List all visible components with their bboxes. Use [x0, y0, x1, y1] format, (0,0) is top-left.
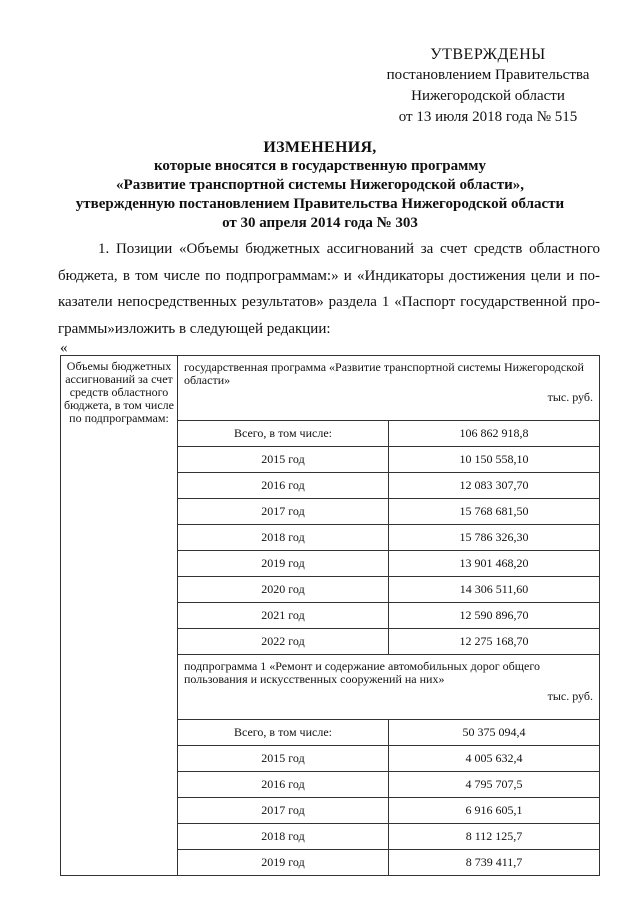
passport-table — [60, 355, 600, 876]
row-value: 8 739 411,7 — [389, 850, 600, 876]
row-value: 15 786 326,30 — [389, 525, 600, 551]
row-label: 2019 год — [178, 551, 389, 577]
row-label: 2015 год — [178, 447, 389, 473]
row-label: 2016 год — [178, 772, 389, 798]
heading-title: ИЗМЕНЕНИЯ, — [263, 139, 377, 156]
position-label-cell: Объемы бюджетных ассигнований за счет средств областного бюджета, в том числе по подпрограммам: — [61, 356, 178, 876]
approval-line: от 13 июля 2018 года № 515 — [398, 109, 578, 125]
row-value: 12 083 307,70 — [389, 473, 600, 499]
heading-line: которые вносятся в государственную программу — [153, 158, 487, 174]
approval-line: постановлением Правительства — [386, 67, 590, 83]
row-label: Всего, в том числе: — [178, 720, 389, 746]
paragraph-line: бюджета, в том числе по подпрограммам:» и «Индикаторы достижения цели и по- — [58, 267, 600, 284]
document-heading — [40, 138, 600, 233]
row-value: 6 916 605,1 — [389, 798, 600, 824]
heading-line: от 30 апреля 2014 года № 303 — [222, 215, 418, 231]
row-label: 2018 год — [178, 525, 389, 551]
row-label: 2021 год — [178, 603, 389, 629]
subprogram-title: подпрограмма 1 «Ремонт и содержание автомобильных дорог общего пользования и искусственных сооружений на них» — [184, 659, 540, 686]
row-value: 106 862 918,8 — [389, 421, 600, 447]
subprogram-header-cell — [178, 655, 600, 720]
row-value: 12 590 896,70 — [389, 603, 600, 629]
row-value: 13 901 468,20 — [389, 551, 600, 577]
row-label: 2022 год — [178, 629, 389, 655]
approval-stamp — [378, 44, 598, 128]
heading-line: утвержденную постановлением Правительства Нижегородской области — [75, 196, 565, 212]
row-label: Всего, в том числе: — [178, 421, 389, 447]
approval-line: Нижегородской области — [411, 88, 565, 104]
unit-label: тыс. руб. — [547, 390, 593, 404]
program-title: государственная программа «Развитие транспортной системы Нижегородской области» — [184, 360, 584, 387]
row-value: 14 306 511,60 — [389, 577, 600, 603]
row-value: 50 375 094,4 — [389, 720, 600, 746]
row-value: 10 150 558,10 — [389, 447, 600, 473]
row-label: 2017 год — [178, 798, 389, 824]
program-header-cell — [178, 356, 600, 421]
row-value: 4 795 707,5 — [389, 772, 600, 798]
row-label: 2016 год — [178, 473, 389, 499]
row-label: 2017 год — [178, 499, 389, 525]
row-label: 2015 год — [178, 746, 389, 772]
paragraph-line: казатели непосредственных результатов» раздела 1 «Паспорт государственной про- — [58, 294, 600, 310]
unit-label: тыс. руб. — [547, 689, 593, 703]
row-label: 2020 год — [178, 577, 389, 603]
paragraph-line: граммы»изложить в следующей редакции: — [58, 320, 331, 337]
row-value: 8 112 125,7 — [389, 824, 600, 850]
row-label: 2018 год — [178, 824, 389, 850]
approval-title: УТВЕРЖДЕНЫ — [430, 46, 546, 63]
row-label: 2019 год — [178, 850, 389, 876]
heading-line: «Развитие транспортной системы Нижегородской области», — [116, 177, 524, 193]
body-paragraph — [58, 236, 600, 342]
opening-quote: « — [60, 340, 68, 356]
row-value: 15 768 681,50 — [389, 499, 600, 525]
row-value: 4 005 632,4 — [389, 746, 600, 772]
row-value: 12 275 168,70 — [389, 629, 600, 655]
paragraph-line: 1. Позиции «Объемы бюджетных ассигнований за счет средств областного — [98, 241, 600, 257]
